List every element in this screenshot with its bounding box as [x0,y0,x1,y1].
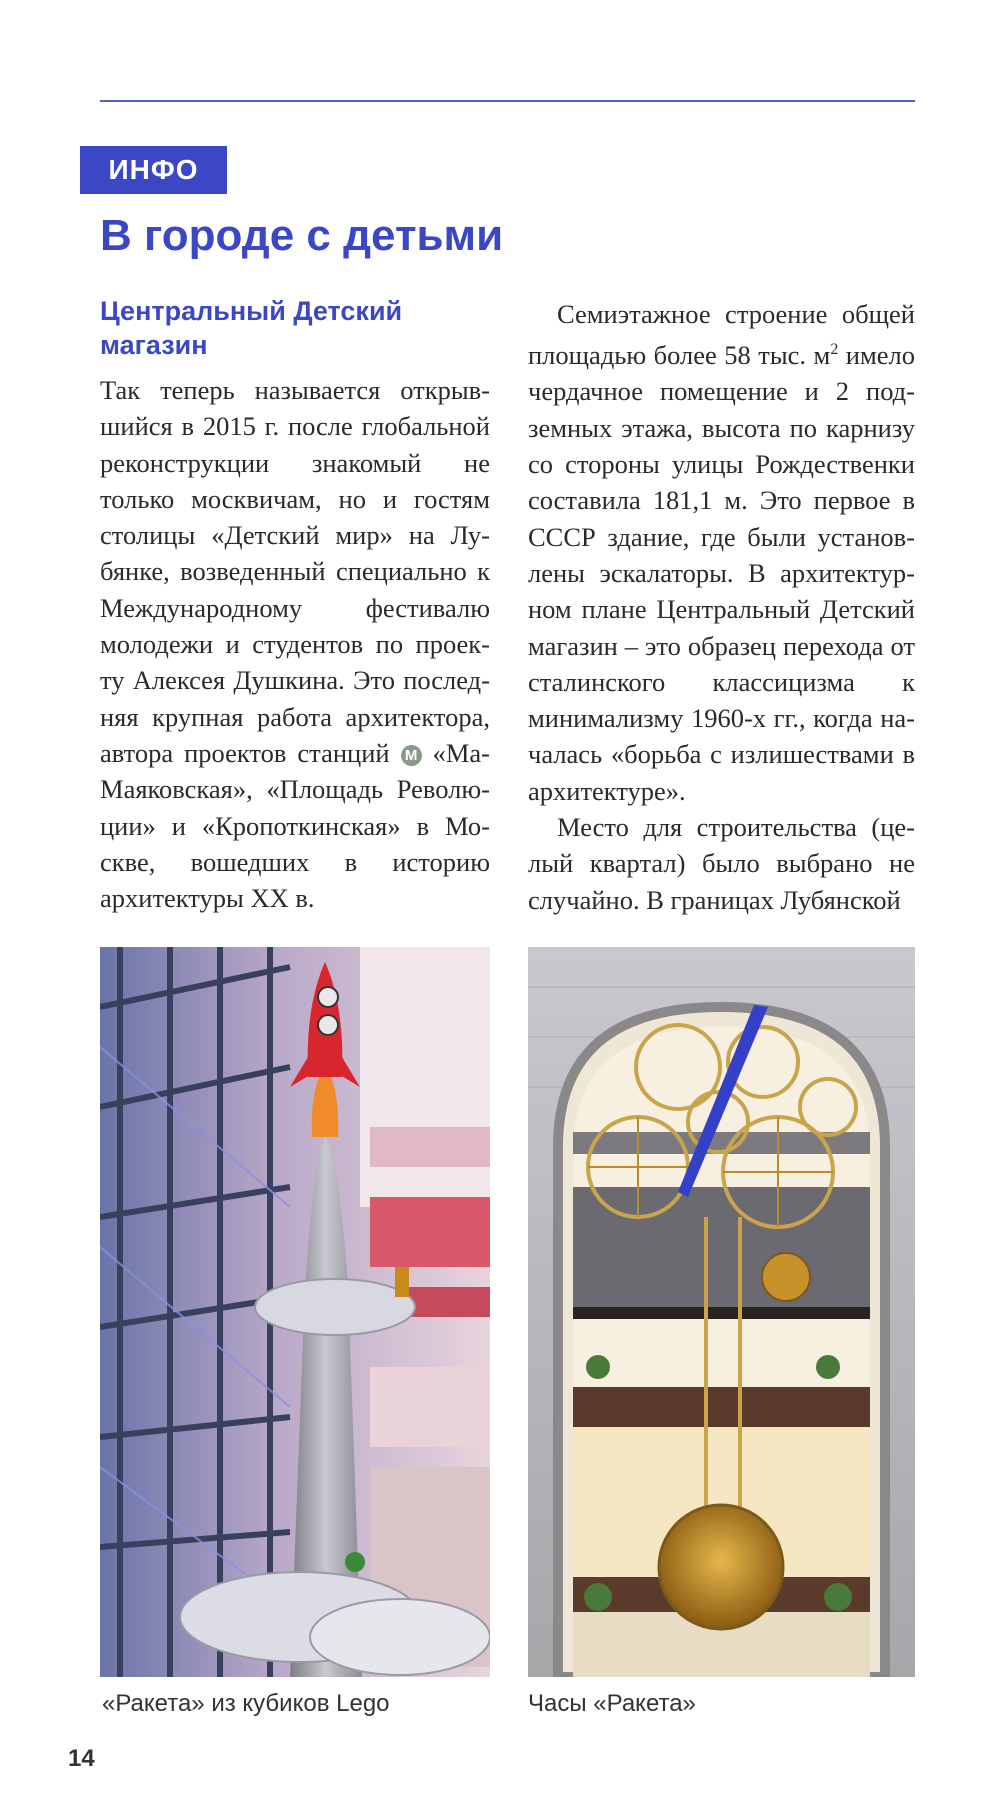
lego-rocket-image [100,947,490,1677]
photo-rocket-clock [528,947,915,1677]
photo-lego-rocket [100,947,490,1677]
rocket-clock-image [528,947,915,1677]
page-number: 14 [68,1745,95,1772]
page-title: В городе с детьми [100,211,504,260]
article-subhead: Центральный Детский магазин [100,296,403,360]
paragraph: Место для строительства (це- лый квартал) было выбрано не случайно. В границах Лубянской [528,811,915,915]
metro-icon: M [401,745,422,766]
paragraph: Семиэтажное строение общей площадью более 58 тыс. $м^2$ имело чердачное помещение и 2 под- земных этажа, высота по карнизу со стороны улицы Рождественки составила 181,1 м. Это первое в СССР здание, где были установ- лены эскалаторы. В архитектур- ном плане Центральный Детский магазин – это образец перехода от сталинского классицизма к минимализму 1960-х гг., когда на- чалась «борьба с излишествами в архитектуре». [528,299,916,806]
photo-caption-left: «Ракета» из кубиков Lego [102,1690,390,1717]
paragraph: Так теперь называется открыв- шийся в 2015 г. после глобальной реконструкции знакомый не только москвичам, но и гостям столицы «Детский мир» на Лу- бянке, возведенный специально к Международному фестивалю молодежи и студентов по проек- ту Алексея Душкина. Это послед- няя крупная работа архитектора, автора проектов станций M «Ма- Маяковская», «Площадь Револю- ции» и «Кропоткинская» в Мо- скве, вошедших в историю архитектуры XX в. [100,375,491,914]
text-column-left [100,372,490,916]
photo-caption-right: Часы «Ракета» [528,1690,696,1717]
section-badge: ИНФО [80,146,227,194]
text-column-right [528,296,915,918]
header-rule [100,100,915,102]
